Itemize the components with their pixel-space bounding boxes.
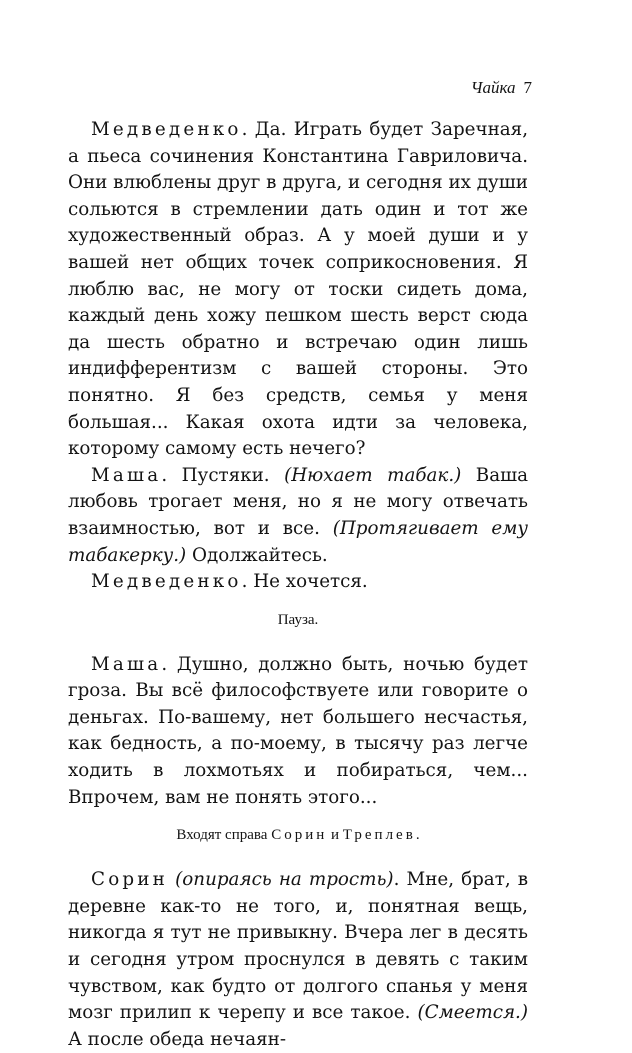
character-name: Треплев	[342, 827, 416, 844]
dialog-line	[68, 867, 528, 1053]
stage-direction	[68, 610, 528, 630]
speaker-name: Маша	[91, 464, 162, 486]
speech-text: Ваша любовь трогает меня, но я не могу отвечать взаимностью, вот и все.	[68, 464, 528, 539]
speaker-name: Маша	[91, 653, 162, 675]
speech-text: Одолжайтесь.	[186, 544, 328, 566]
dialog-line	[68, 463, 528, 569]
dialog-line	[68, 652, 528, 812]
stage-direction-text: .	[415, 827, 420, 844]
stage-direction-text: Пауза.	[277, 611, 319, 628]
page-content	[68, 117, 528, 1053]
speaker-name: Медведенко	[91, 571, 242, 593]
speech-text: . Да. Играть будет Заречная, а пьеса сочинения Константина Гавриловича. Они влюблены друг в друга, и сегодня их души сольются в стремлении дать один и тот же художественный образ. А у моей души и у вашей нет общих точек соприкосновения. Я люблю вас, не могу от тоски сидеть дома, каждый день хожу пешком шесть верст сюда да шесть обратно и встречаю один лишь индифферентизм с вашей стороны. Это понятно. Я без средств, семья у меня большая... Какая охота идти за человека, которому самому есть нечего?	[68, 119, 528, 460]
stage-direction-inline: (Протягивает ему табакерку.)	[68, 517, 528, 566]
speech-text: . Не хочется.	[241, 571, 368, 593]
character-name: Сорин	[271, 827, 328, 844]
speech-text: . Пустяки.	[161, 464, 285, 486]
page-number: 7	[523, 78, 532, 97]
running-header	[471, 78, 532, 98]
speech-text: . Мне, брат, в деревне как-то не того, и, понятная вещь, никогда я тут не привыкну. Вчера лег в десять и сегодня утром проснулся в девять с таким чувством, как будто от долгого спанья у меня мозг прилип к черепу и все такое.	[68, 869, 529, 1024]
dialog-line	[68, 569, 528, 596]
stage-direction	[68, 825, 528, 845]
book-title: Чайка	[470, 78, 516, 97]
speaker-name: Сорин	[91, 869, 169, 891]
speaker-name: Медведенко	[91, 119, 242, 140]
speech-text: А после обеда нечаян-	[68, 1028, 287, 1050]
stage-direction-text: Входят справа	[176, 827, 272, 844]
dialog-line	[68, 117, 528, 463]
stage-direction-inline: (Нюхает табак.)	[284, 464, 462, 486]
stage-direction-text: и	[327, 827, 343, 844]
stage-direction-inline: (опираясь на трость)	[175, 869, 394, 891]
stage-direction-inline: (Смеется.)	[417, 1002, 528, 1024]
speech-text: . Душно, должно быть, ночью будет гроза. Вы всё философствуете или говорите о деньгах. По-вашему, нет большего несчастья, как бедность, а по-моему, в тысячу раз легче ходить в лохмотьях и побираться, чем... Впрочем, вам не понять этого...	[68, 653, 528, 808]
